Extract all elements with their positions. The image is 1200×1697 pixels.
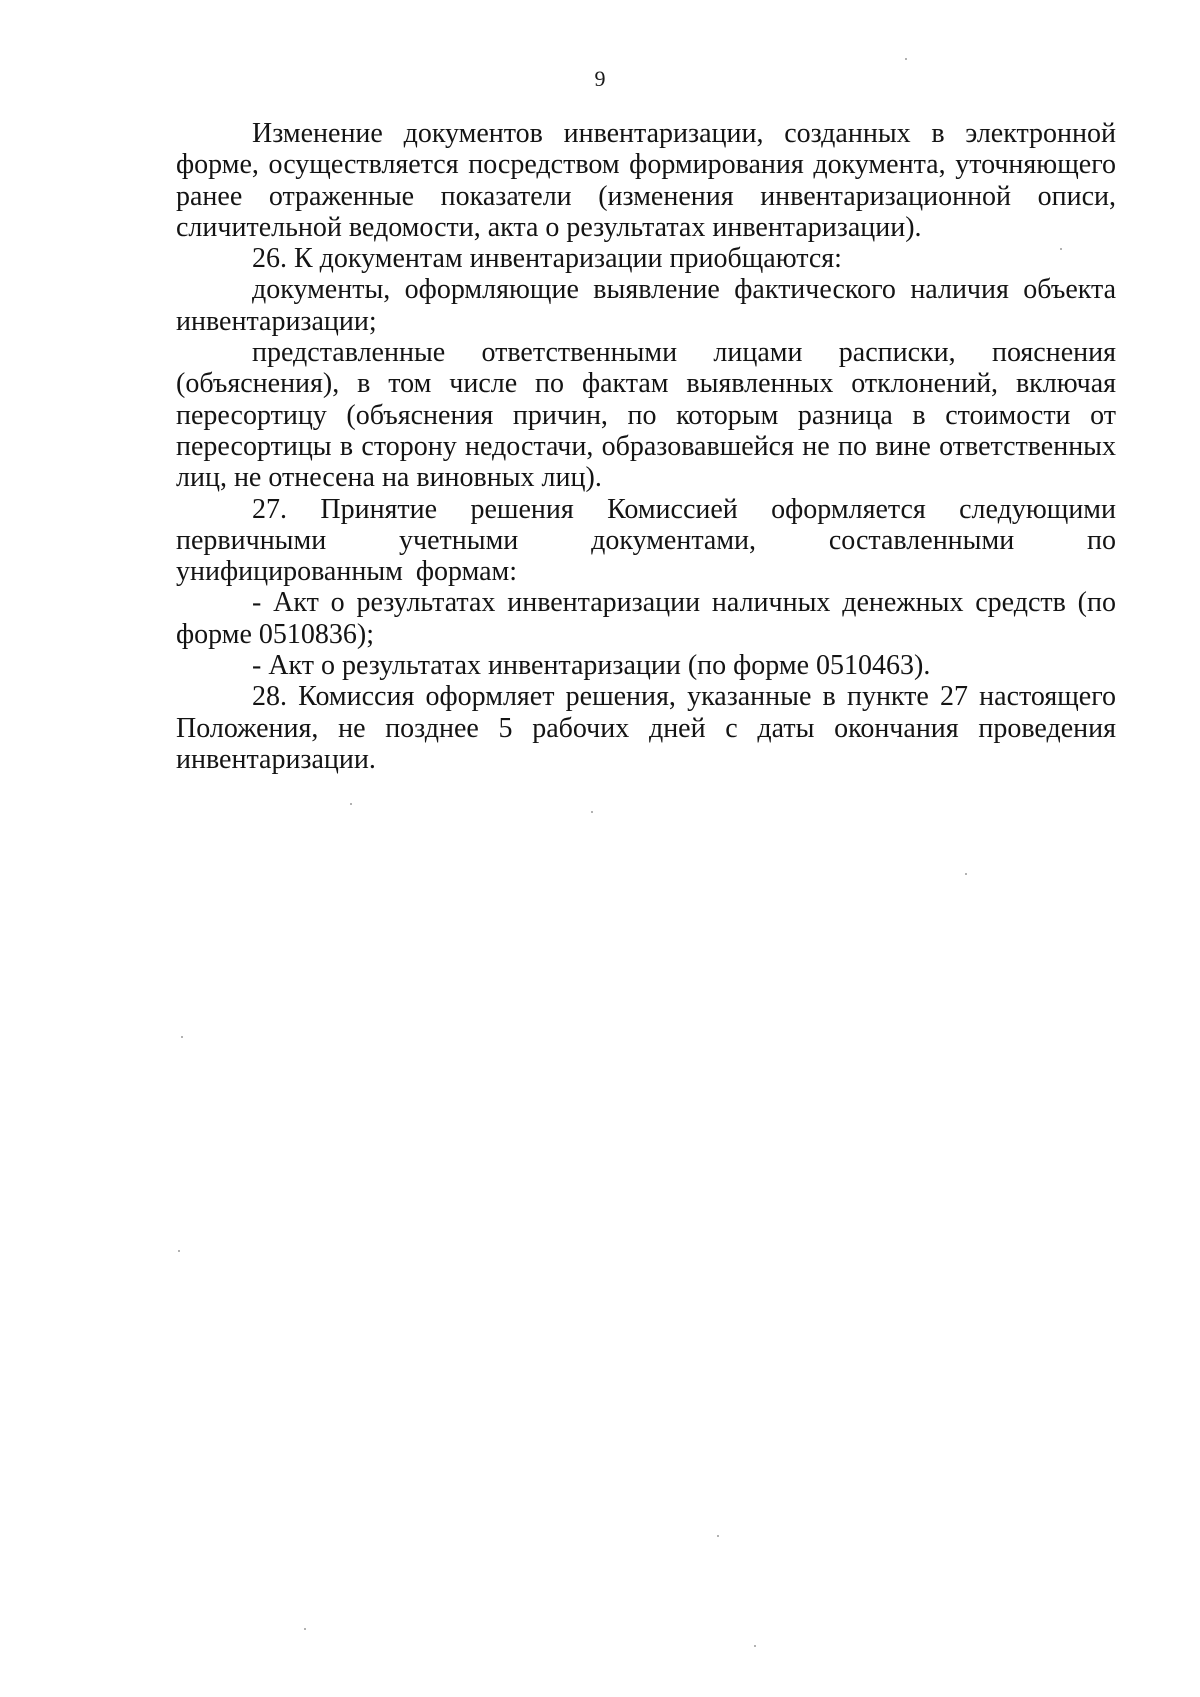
scan-speck [181,1036,183,1038]
paragraph-document-changes: Изменение документов инвентаризации, созданных в электронной форме, осуществляется посредством формирования документа, уточняющего ранее отраженные показатели (изменения инвентаризационной описи, сличительной ведомости, акта о результатах инвентаризации). [176,118,1116,243]
scan-speck [350,803,352,805]
paragraph-27-item-cash-act: - Акт о результатах инвентаризации наличных денежных средств (по форме 0510836); [176,587,1116,650]
scan-speck [591,811,593,813]
paragraph-26-item-receipts: представленные ответственными лицами расписки, пояснения (объяснения), в том числе по фактам выявленных отклонений, включая пересортицу (объяснения причин, по которым разница в стоимости от пересортицы в сторону недостачи, образовавшейся не по вине ответственных лиц, не отнесена на виновных лиц). [176,337,1116,494]
scan-speck [905,58,907,60]
paragraph-28: 28. Комиссия оформляет решения, указанные в пункте 27 настоящего Положения, не позднее 5 рабочих дней с даты окончания проведения инвентаризации. [176,681,1116,775]
scan-speck [178,1250,180,1252]
scan-speck [965,873,967,875]
scan-speck [1060,248,1062,250]
scan-speck [304,1628,306,1630]
paragraph-26-heading: 26. К документам инвентаризации приобщаются: [252,243,842,275]
paragraph-26-item-documents: документы, оформляющие выявление фактического наличия объекта инвентаризации; [176,274,1116,337]
scan-speck [717,1535,719,1537]
scan-speck [754,1645,756,1647]
paragraph-27-item-inventory-act: - Акт о результатах инвентаризации (по форме 0510463). [252,650,931,682]
paragraph-27-heading: 27. Принятие решения Комиссией оформляется следующими первичными учетными документами, составленными по унифицированным формам: [176,493,1116,588]
document-body [176,118,1116,775]
page-number: 9 [594,66,606,91]
